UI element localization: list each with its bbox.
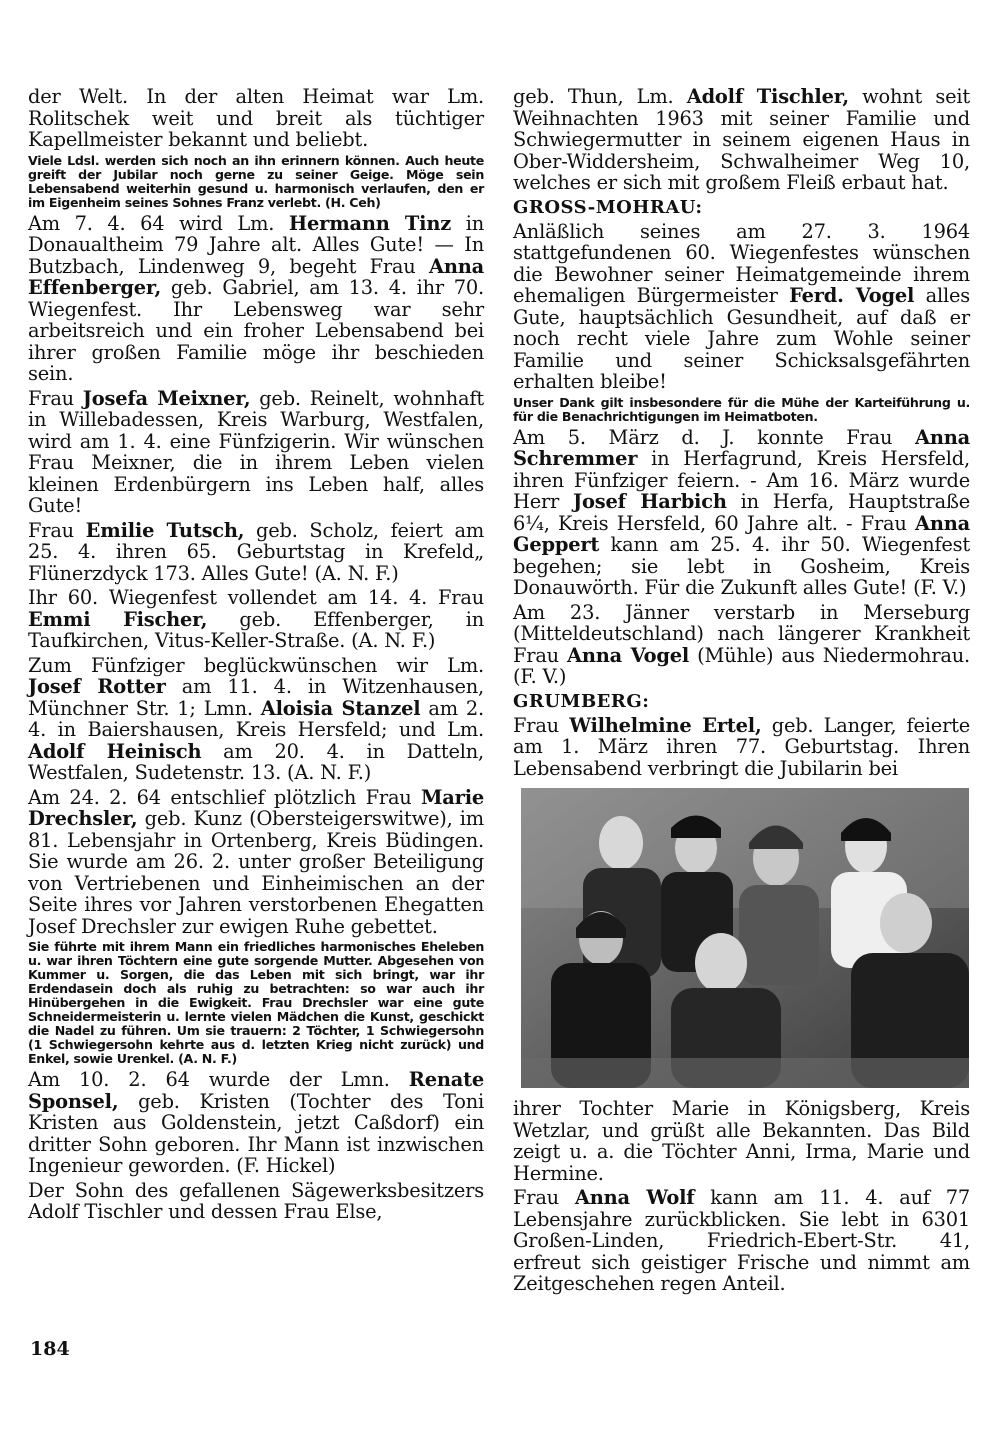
bold-name: Josef Rotter xyxy=(28,675,166,698)
text-run: geb. Effenberger, in Taufkirchen, Vitus-Keller-Straße. (A. N. F.) xyxy=(28,607,485,652)
text-run: geb. Thun, Lm. xyxy=(513,85,687,108)
bold-name: Renate Sponsel, xyxy=(28,1068,484,1113)
article-paragraph xyxy=(513,602,970,688)
article-paragraph xyxy=(513,86,970,194)
bold-name: Adolf Heinisch xyxy=(28,739,202,763)
text-run: Am 24. 2. 64 entschlief plötzlich Frau xyxy=(28,785,422,809)
text-run: Am 10. 2. 64 wurde der Lmn. xyxy=(28,1068,409,1091)
right-column-top xyxy=(513,86,970,779)
bold-name: Emmi Fischer, xyxy=(28,607,208,631)
article-paragraph xyxy=(513,715,970,780)
text-run: Anläßlich seines am 27. 3. 1964 stattgefundenen 60. Wiegenfestes wünschen die Bewohner seiner Heimatgemeinde ihrem ehemaligen Bürgermeister xyxy=(513,219,970,307)
page-number: 184 xyxy=(30,1338,70,1360)
bold-name: Adolf Tischler, xyxy=(686,85,849,108)
small-print-paragraph: Viele Ldsl. werden sich noch an ihn erinnern können. Auch heute greift der Jubilar noch gerne zu seiner Geige. Möge sein Lebensabend weiterhin gesund u. harmonisch verlaufen, den er im Eigenheim seines Sohnes Franz verlebt. (H. Ceh) xyxy=(28,152,484,210)
bold-name: Marie Drechsler, xyxy=(28,785,484,830)
text-run: Frau xyxy=(513,1186,575,1209)
text-run: Ihr 60. Wiegenfest vollendet am 14. 4. Frau xyxy=(28,586,484,609)
article-paragraph xyxy=(513,1187,970,1295)
group-photo xyxy=(521,788,969,1088)
article-paragraph xyxy=(28,520,484,585)
text-run: (Mühle) aus Niedermohrau. (F. V.) xyxy=(513,643,971,688)
text-run: Am 7. 4. 64 wird Lm. xyxy=(28,211,289,235)
bold-name: Anna Schremmer xyxy=(513,425,970,470)
bold-name: Anna Effenberger, xyxy=(28,254,484,299)
text-run: Am 23. Jänner verstarb in Merseburg (Mitteldeutschland) nach längerer Krankheit Frau xyxy=(513,600,970,667)
left-column xyxy=(28,86,484,1226)
text-run: geb. Kunz (Obersteigerswitwe), im 81. Lebensjahr in Ortenberg, Kreis Büdingen. Sie wurde am 26. 2. unter großer Beteiligung von Vertriebenen und Einheimischen an der Seite ihres vor Jahren verstorbenen Ehegatten Josef Drechsler zur ewigen Ruhe gebettet. xyxy=(28,807,484,938)
text-run: geb. Langer, feierte am 1. März ihren 77. Geburtstag. Ihren Lebensabend verbringt die Jubilarin bei xyxy=(513,713,971,780)
text-run: Frau xyxy=(28,518,86,542)
article-paragraph xyxy=(28,587,484,652)
article-paragraph xyxy=(28,388,484,517)
bold-name: Anna Wolf xyxy=(574,1186,695,1209)
section-heading: GROSS-MOHRAU: xyxy=(513,196,703,218)
article-paragraph xyxy=(513,427,970,599)
text-run: Frau xyxy=(28,386,83,410)
text-run: Zum Fünfziger beglückwünschen wir Lm. xyxy=(28,653,484,677)
text-run: geb. Reinelt, wohnhaft in Willebadessen, Kreis Warburg, Westfalen, wird am 1. 4. eine Fünfzigerin. Wir wünschen Frau Meixner, die in ihrem Leben vielen kleinen Erdenbürgern ins Leben half, alles Gute! xyxy=(28,386,484,517)
bold-name: Emilie Tutsch, xyxy=(85,518,245,542)
article-paragraph xyxy=(513,221,970,393)
article-paragraph: ihrer Tochter Marie in Königsberg, Kreis Wetzlar, und grüßt alle Bekannten. Das Bild zeigt u. a. die Töchter Anni, Irma, Marie und Hermine. xyxy=(513,1097,970,1185)
bold-name: Aloisia Stanzel xyxy=(260,696,421,720)
text-run: in Donaualtheim 79 Jahre alt. Alles Gute! — In Butzbach, Lindenweg 9, begeht Frau xyxy=(28,211,484,278)
bold-name: Anna Vogel xyxy=(567,643,690,667)
text-run: am 20. 4. in Datteln, Westfalen, Sudetenstr. 13. (A. N. F.) xyxy=(28,739,484,784)
text-run: in Herfa, Hauptstraße 6¼, Kreis Hersfeld, 60 Jahre alt. - Frau xyxy=(513,490,970,535)
article-paragraph xyxy=(28,655,484,784)
text-run: Frau xyxy=(513,713,570,737)
article-paragraph: der Welt. In der alten Heimat war Lm. Rolitschek weit und breit als tüchtiger Kapellmeister bekannt und beliebt. xyxy=(28,85,484,151)
article-paragraph xyxy=(28,787,484,938)
text-run: alles Gute, hauptsächlich Gesundheit, auf daß er noch recht viele Jahre zum Wohle seiner Familie und seiner Schicksalsgefährten erhalten bleibe! xyxy=(513,284,971,393)
text-run: Am 5. März d. J. konnte Frau xyxy=(513,425,915,449)
small-print-paragraph: Unser Dank gilt insbesondere für die Mühe der Karteiführung u. für die Benachrichtigungen im Heimatboten. xyxy=(513,394,970,424)
bold-name: Wilhelmine Ertel, xyxy=(569,713,762,737)
right-column xyxy=(513,86,970,1298)
text-run: kann am 11. 4. auf 77 Lebensjahre zurückblicken. Sie lebt in 6301 Großen-Linden, Friedrich-Ebert-Str. 41, erfreut sich geistiger Frische und nimmt am Zeitgeschehen regen Anteil. xyxy=(513,1186,971,1295)
article-paragraph: Der Sohn des gefallenen Sägewerksbesitzers Adolf Tischler und dessen Frau Else, xyxy=(28,1178,484,1223)
right-column-bottom xyxy=(513,1098,970,1295)
bold-name: Josef Harbich xyxy=(573,490,727,513)
small-print-paragraph: Sie führte mit ihrem Mann ein friedliches harmonisches Eheleben u. war ihren Töchtern eine gute sorgende Mutter. Abgesehen von Kummer u. Sorgen, die das Leben mit sich bringt, war ihr Erdendasein doch als ruhig zu betrachten: so war auch ihr Hinübergehen in die Ewigkeit. Frau Drechsler war eine gute Schneidermeisterin u. lernte vielen Mädchen die Kunst, geschickt die Nadel zu führen. Um sie trauern: 2 Töchter, 1 Schwiegersohn (1 Schwiegersohn kehrte aus d. letzten Krieg nicht zurück) und Enkel, sowie Urenkel. (A. N. F.) xyxy=(28,939,484,1066)
text-run: in Herfagrund, Kreis Hersfeld, ihren Fünfziger feiern. - Am 16. März wurde Herr xyxy=(513,447,970,513)
text-run: am 11. 4. in Witzenhausen, Münchner Str. 1; Lmn. xyxy=(28,675,484,720)
bold-name: Josefa Meixner, xyxy=(82,386,251,410)
article-paragraph xyxy=(28,213,484,385)
text-run: geb. Kristen (Tochter des Toni Kristen aus Goldenstein, jetzt Caßdorf) ein dritter Sohn geboren. Ihr Mann ist inzwischen Ingenieur geworden. (F. Hickel) xyxy=(28,1089,484,1177)
text-run: am 2. 4. in Baiershausen, Kreis Hersfeld; und Lm. xyxy=(28,696,484,741)
bold-name: Anna Geppert xyxy=(513,511,970,556)
section-heading: GRUMBERG: xyxy=(513,690,650,712)
article-paragraph xyxy=(28,1069,484,1177)
bold-name: Ferd. Vogel xyxy=(789,284,915,307)
text-run: kann am 25. 4. ihr 50. Wiegenfest begehen; sie lebt in Gosheim, Kreis Donauwörth. Für die Zukunft alles Gute! (F. V.) xyxy=(513,533,970,599)
text-run: geb. Gabriel, am 13. 4. ihr 70. Wiegenfest. Ihr Lebensweg war sehr arbeitsreich und ein froher Lebensabend bei ihrer großen Familie möge ihr beschieden sein. xyxy=(28,276,484,385)
bold-name: Hermann Tinz xyxy=(288,211,452,235)
text-run: geb. Scholz, feiert am 25. 4. ihren 65. Geburtstag in Krefeld„ Flünerzdyck 173. Alles Gute! (A. N. F.) xyxy=(28,518,485,585)
text-run: wohnt seit Weihnachten 1963 mit seiner Familie und Schwiegermutter in seinem eigenen Haus in Ober-Widdersheim, Schwalheimer Weg 10, welches er sich mit großem Fleiß erbaut hat. xyxy=(513,85,970,194)
